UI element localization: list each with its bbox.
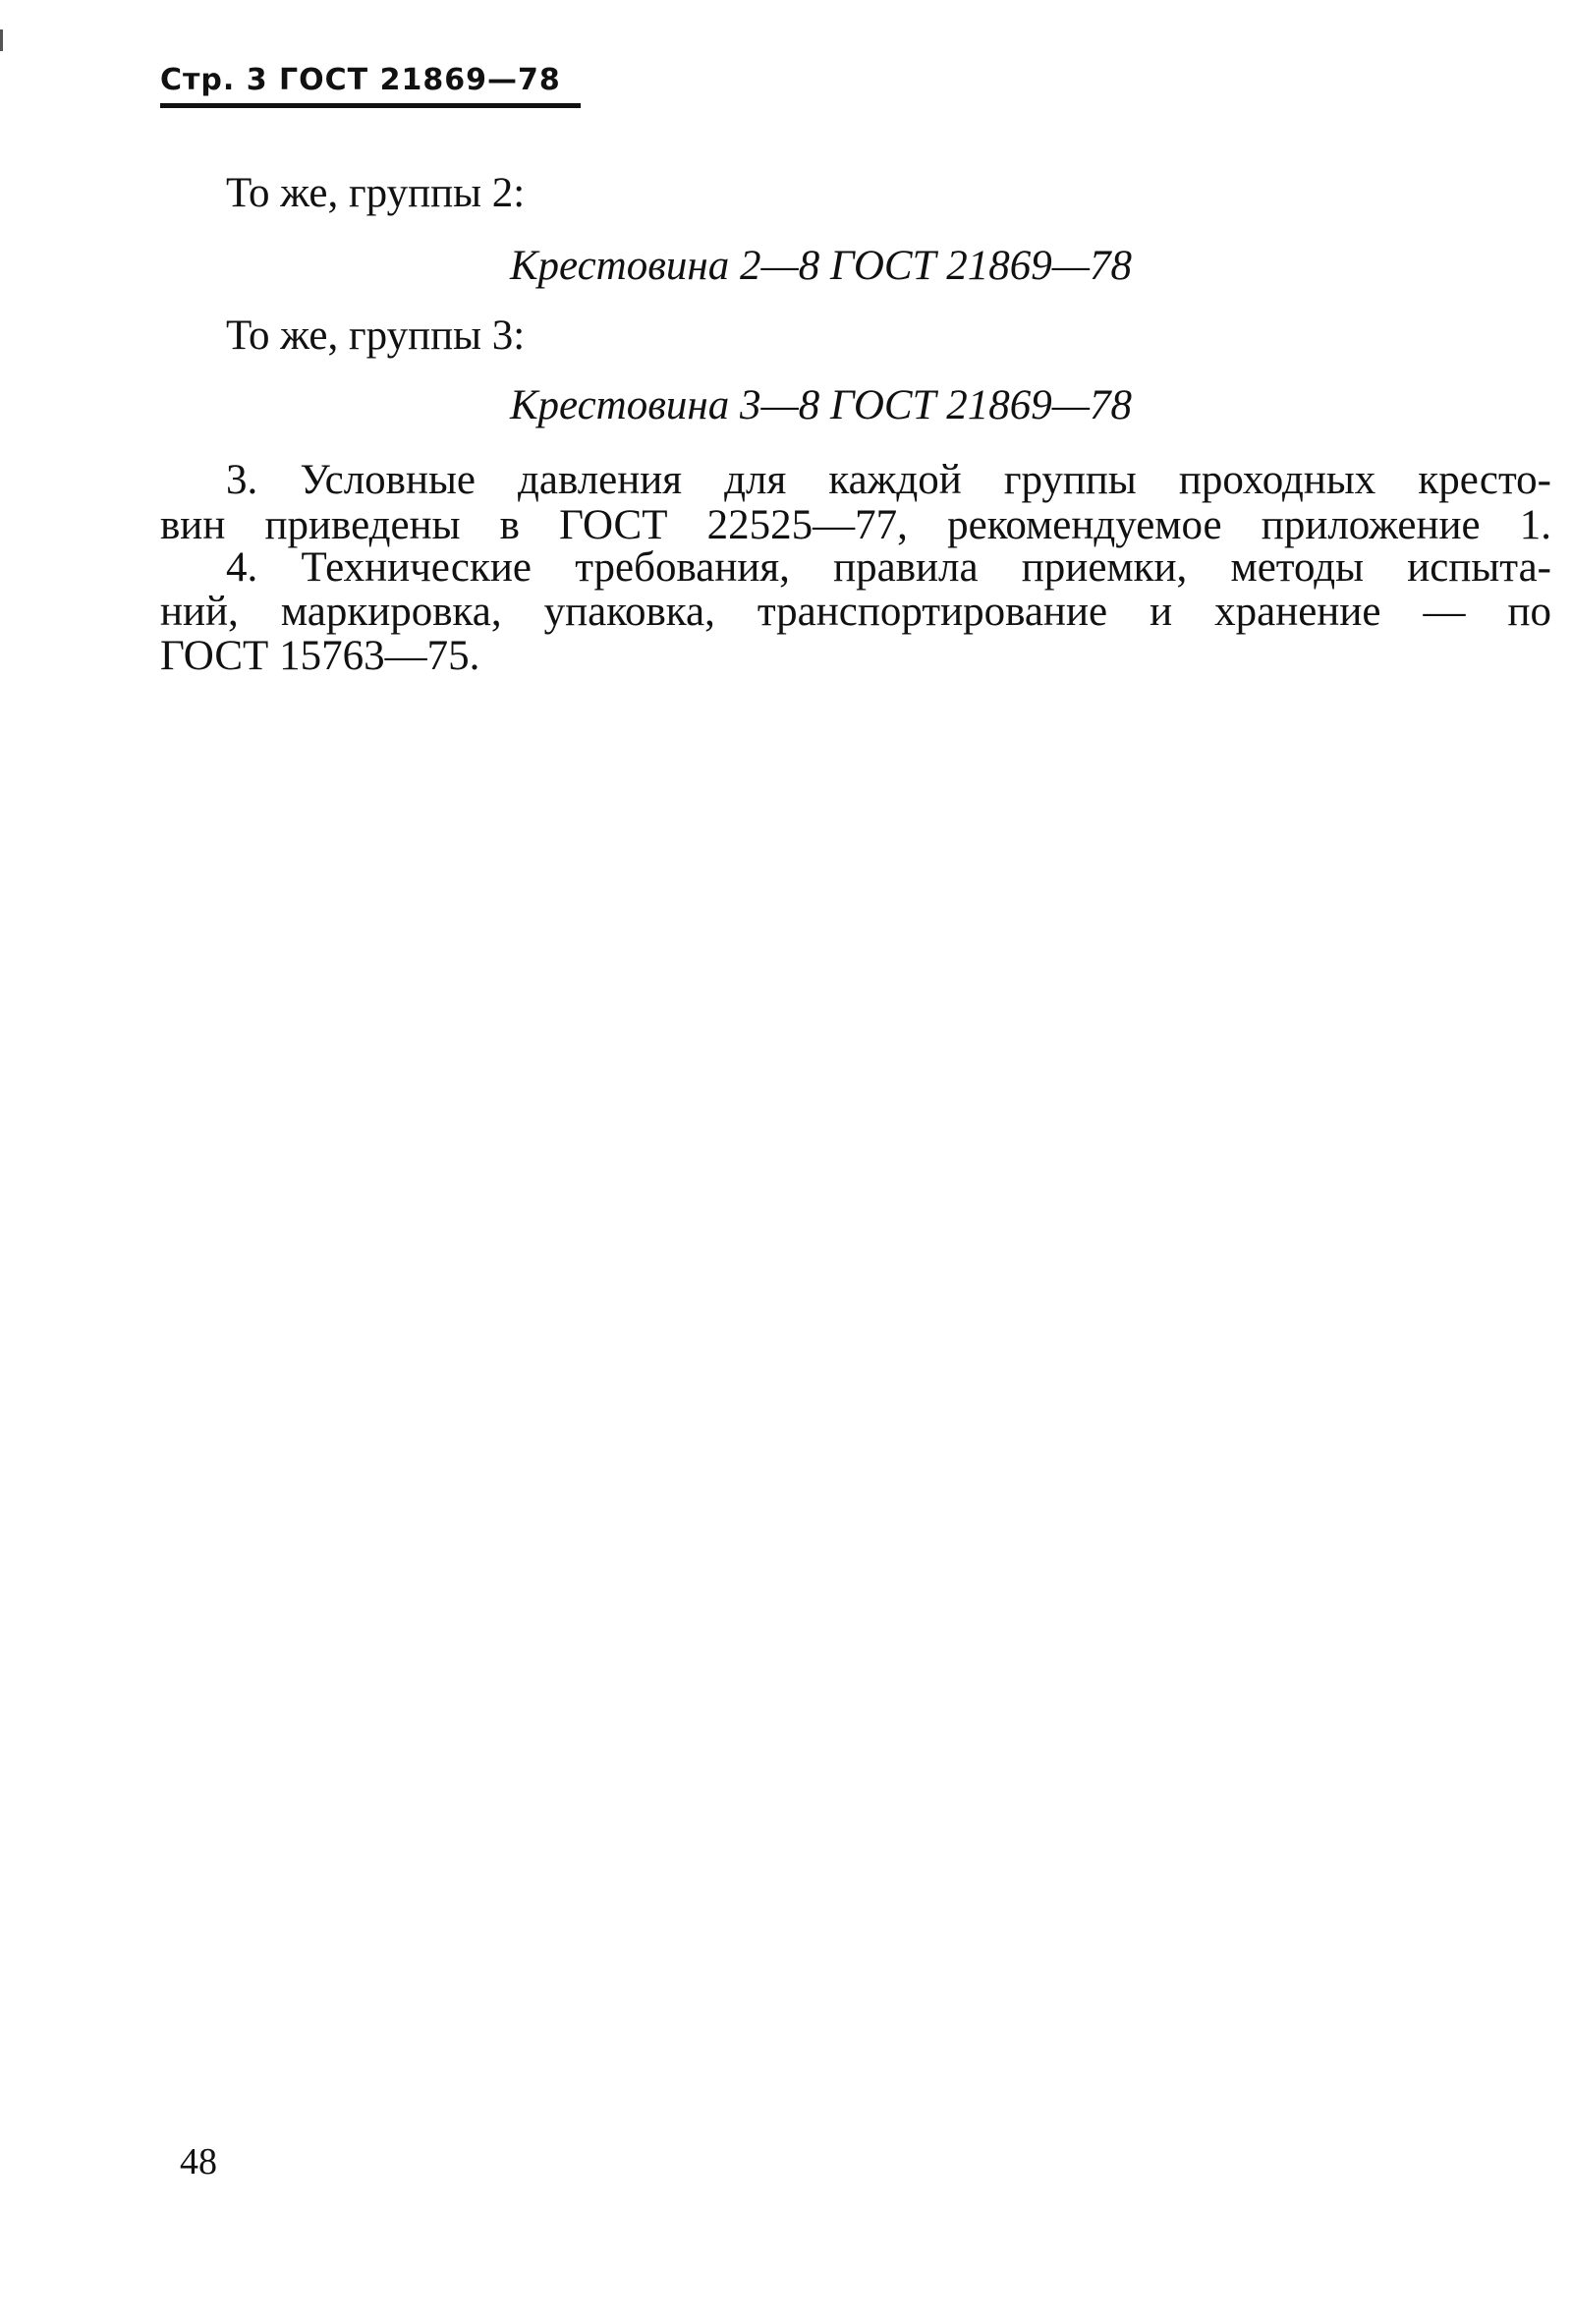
header-standard-reference: Стр. 3 ГОСТ 21869—78 — [160, 63, 561, 97]
scan-edge-mark — [0, 29, 3, 51]
group3-intro: То же, группы 3: — [226, 312, 526, 359]
group3-designation: Крестовина 3—8 ГОСТ 21869—78 — [510, 382, 1132, 428]
page-header — [160, 63, 581, 108]
item3-line2: вин приведены в ГОСТ 22525—77, рекомендуемое приложение 1. — [160, 502, 1551, 548]
item4-line2: ний, маркировка, упаковка, транспортирование и хранение — по — [160, 589, 1551, 635]
item4-line3: ГОСТ 15763—75. — [160, 633, 480, 679]
group2-intro: То же, группы 2: — [226, 170, 526, 216]
page-number: 48 — [180, 2141, 217, 2182]
item4-line1: 4. Технические требования, правила приемки, методы испыта- — [226, 544, 1551, 591]
item3-line1: 3. Условные давления для каждой группы проходных кресто- — [226, 457, 1551, 503]
group2-designation: Крестовина 2—8 ГОСТ 21869—78 — [510, 243, 1132, 289]
